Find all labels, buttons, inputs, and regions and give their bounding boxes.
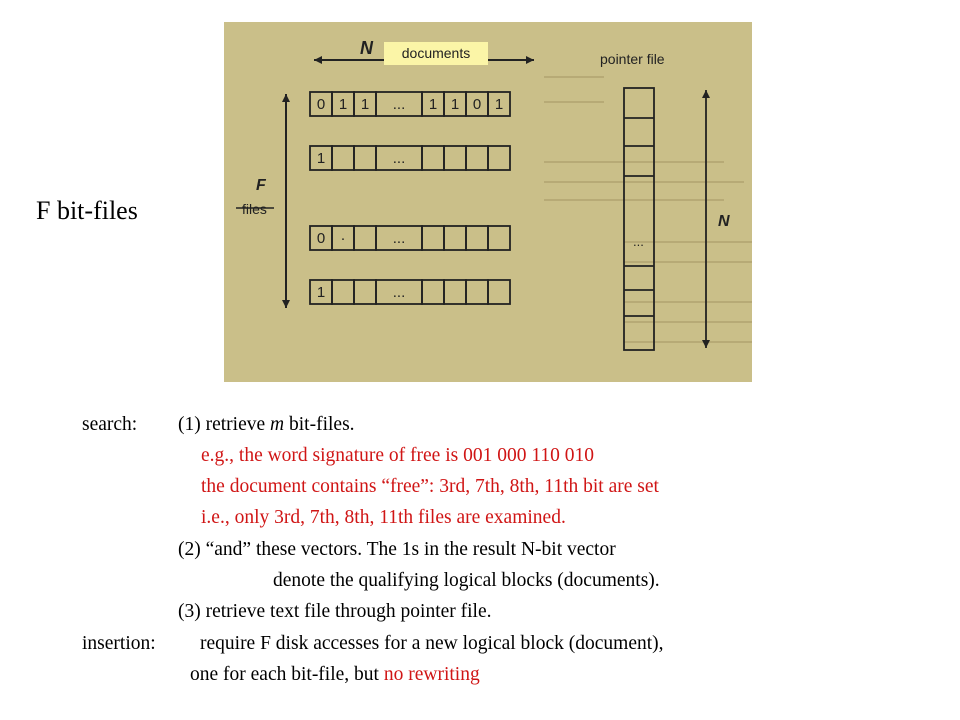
f-bit-files-label: F bit-files	[36, 196, 138, 225]
ie-line: i.e., only 3rd, 7th, 8th, 11th files are examined.	[201, 507, 566, 528]
step1-prefix: (1) retrieve	[178, 414, 271, 435]
pointer-ellipsis: ...	[633, 234, 644, 249]
step1-suffix: bit-files.	[284, 414, 355, 435]
n-right-label: N	[718, 213, 730, 230]
bit-value: ...	[392, 284, 406, 301]
bit-value: 1	[428, 96, 438, 113]
files-label: files	[242, 201, 267, 217]
bit-value: 0	[316, 96, 326, 113]
bit-value: ·	[340, 230, 346, 247]
bit-value: 1	[316, 150, 326, 167]
bit-value: 1	[316, 284, 326, 301]
search-step-2: (2) “and” these vectors. The 1s in the result N-bit vector	[178, 539, 616, 560]
insertion-cont-prefix: one for each bit-file, but	[190, 664, 384, 685]
bit-value: ...	[392, 96, 406, 113]
example-line: e.g., the word signature of free is 001 000 110 010	[201, 445, 594, 466]
bit-file-diagram	[224, 22, 752, 382]
search-label: search:	[82, 414, 138, 435]
pointer-file-label: pointer file	[600, 51, 665, 67]
bit-value: 1	[338, 96, 348, 113]
bit-value: ...	[392, 150, 406, 167]
bit-value: 1	[360, 96, 370, 113]
n-top-label: N	[360, 38, 373, 58]
f-label: F	[256, 177, 266, 194]
search-step-1	[178, 415, 355, 435]
documents-highlight: documents	[384, 42, 488, 65]
step1-variable: m	[270, 414, 285, 435]
bit-value: 1	[494, 96, 504, 113]
bit-value: 0	[316, 230, 326, 247]
no-rewriting-text: no rewriting	[383, 664, 480, 685]
insertion-continuation	[190, 665, 480, 685]
diagram-svg	[224, 22, 752, 382]
insertion-line: require F disk accesses for a new logical block (document),	[200, 633, 664, 654]
bit-value: 0	[472, 96, 482, 113]
bit-value: ...	[392, 230, 406, 247]
search-step-2-continuation: denote the qualifying logical blocks (documents).	[273, 570, 660, 591]
insertion-label: insertion:	[82, 633, 156, 654]
bit-value: 1	[450, 96, 460, 113]
search-step-3: (3) retrieve text file through pointer file.	[178, 601, 492, 622]
document-contains-line: the document contains “free”: 3rd, 7th, 8th, 11th bit are set	[201, 476, 659, 497]
